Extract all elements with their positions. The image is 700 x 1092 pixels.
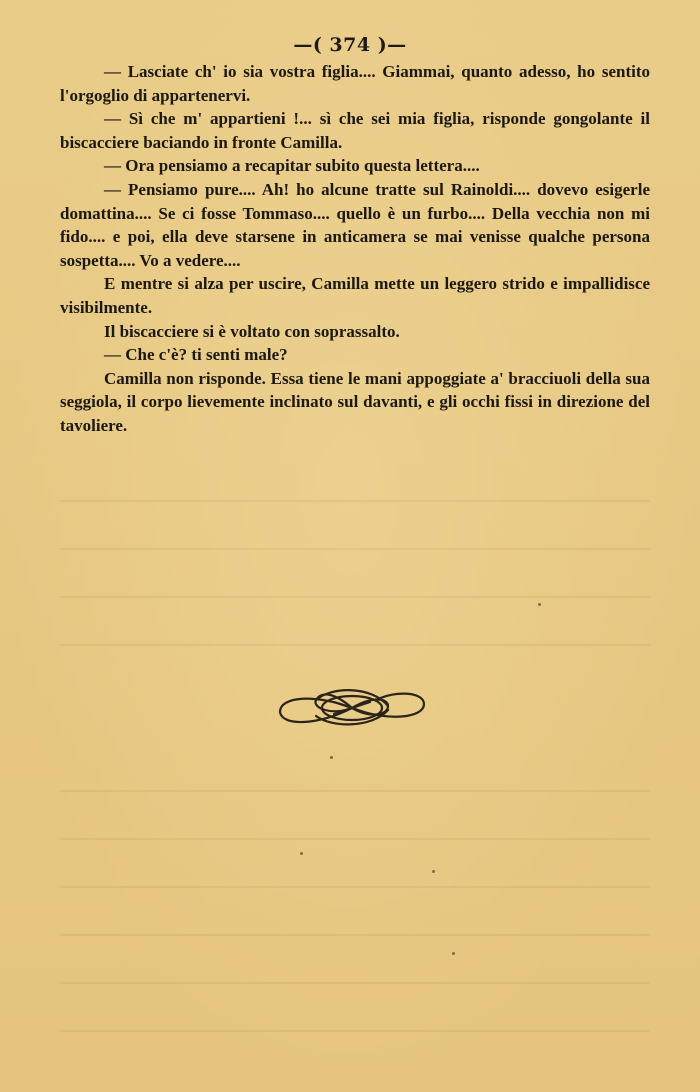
paragraph: — Pensiamo pure.... Ah! ho alcune tratte sul Rainoldi.... dovevo esigerle domattina.... Se ci fosse Tommaso.... quello è un furbo.... Della vecchia non mi fido.... e poi, ella deve starsene in anticamera se mai venisse qualche persona sospetta.... Vo a vedere....: [60, 179, 650, 270]
paper-speck: [300, 852, 303, 855]
paragraph: — Sì che m' appartieni !... sì che sei mia figlia, risponde gongolante il biscacciere baciando in fronte Camilla.: [60, 109, 650, 152]
paragraph: E mentre si alza per uscire, Camilla mette un leggero strido e impallidisce visibilmente.: [60, 274, 650, 317]
bleed-through-line: [60, 934, 650, 936]
flourish-ornament-icon: [276, 682, 428, 732]
paragraph: — Che c'è? ti senti male?: [104, 345, 288, 365]
paper-speck: [452, 952, 455, 955]
bleed-through-line: [60, 644, 650, 646]
paragraph: Il biscacciere si è voltato con soprassalto.: [104, 321, 400, 341]
paper-speck: [538, 603, 541, 606]
bleed-through-line: [60, 548, 650, 550]
bleed-through-line: [60, 790, 650, 792]
bleed-through-line: [60, 886, 650, 888]
page-number: —( 374 )—: [293, 34, 407, 56]
body-text: [60, 60, 650, 438]
paragraph: — Lasciate ch' io sia vostra figlia.... Giammai, quanto adesso, ho sentito l'orgoglio di appartenervi.: [60, 62, 650, 105]
bleed-through-line: [60, 982, 650, 984]
paragraph: — Ora pensiamo a recapitar subito questa lettera....: [104, 156, 480, 176]
paragraph: Camilla non risponde. Essa tiene le mani appoggiate a' bracciuoli della sua seggiola, il corpo lievemente inclinato sul davanti, e gli occhi fissi in direzione del tavoliere.: [60, 368, 650, 435]
paper-speck: [432, 870, 435, 873]
bleed-through-line: [60, 838, 650, 840]
bleed-through-line: [60, 596, 650, 598]
bleed-through-line: [60, 500, 650, 502]
bleed-through-line: [60, 1030, 650, 1032]
paper-speck: [330, 756, 333, 759]
